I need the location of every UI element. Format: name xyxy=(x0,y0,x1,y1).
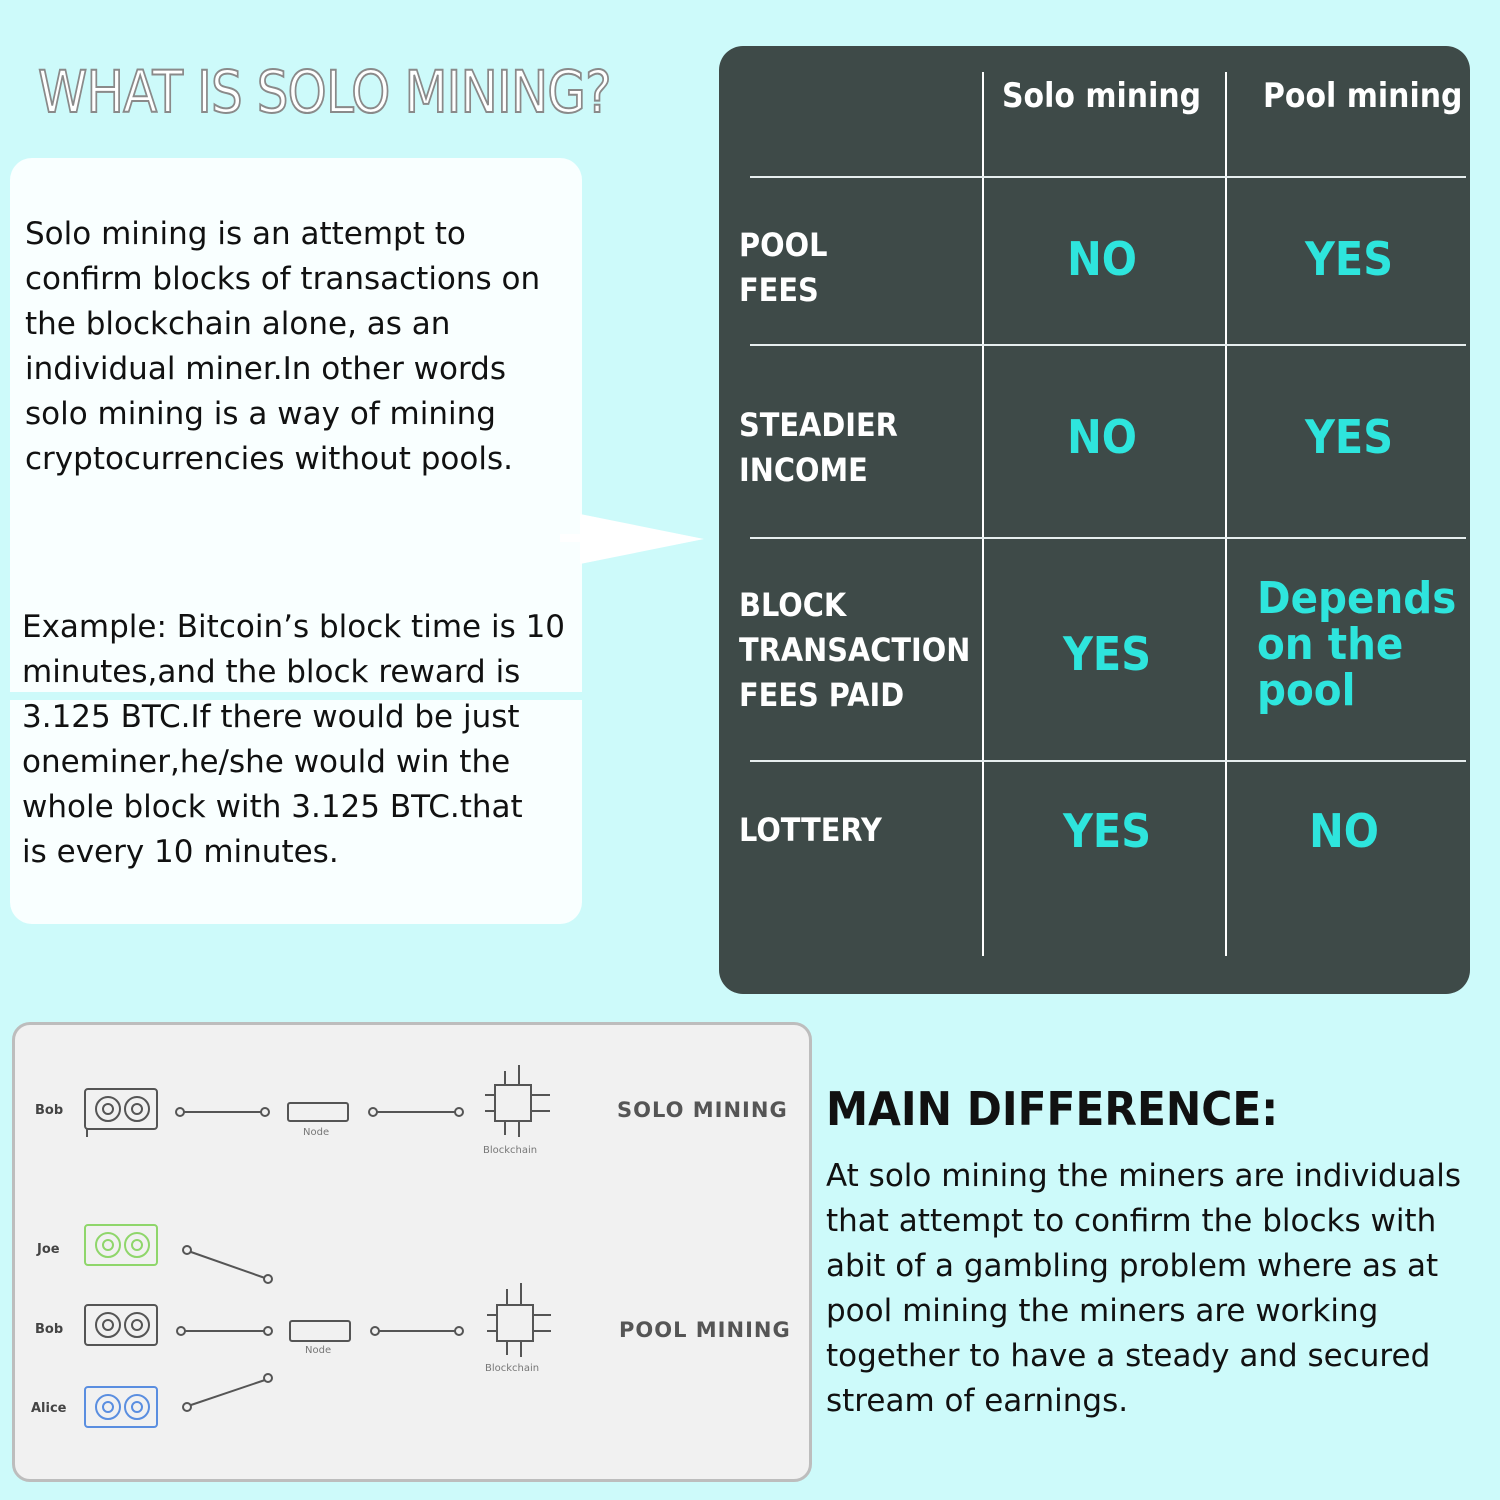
header-pool-mining: Pool mining xyxy=(1263,76,1463,116)
page-title: WHAT IS SOLO MINING? xyxy=(38,58,611,126)
cell-pool-lottery: NO xyxy=(1309,804,1379,858)
miner-name: Joe xyxy=(37,1242,60,1257)
cell-pool-pool-fees: YES xyxy=(1304,232,1394,286)
node-label: Node xyxy=(305,1345,332,1356)
cell-pool-steadier-income: YES xyxy=(1304,410,1394,464)
table-divider xyxy=(982,72,984,956)
pool-row xyxy=(85,1225,551,1427)
cell-solo-lottery: YES xyxy=(1062,804,1152,858)
table-divider xyxy=(750,760,1466,762)
comparison-table xyxy=(719,46,1470,994)
main-difference-text: At solo mining the miners are individuals that attempt to confirm the blocks with abit of a gambling problem where as at pool mining the miners are working together to have a steady and secured stream of earnings. xyxy=(826,1158,1462,1419)
row-label-block-transaction-fees: BLOCK TRANSACTION FEES PAID xyxy=(739,586,971,714)
definition-text: Solo mining is an attempt to confirm blocks of transactions on the blockchain alone, as an individual miner.In other words solo mining is a way of mining cryptocurrencies without pools. xyxy=(25,216,541,477)
row-label-pool-fees: POOL FEES xyxy=(739,226,828,309)
diagram-graphics xyxy=(15,1025,809,1479)
cell-pool-block-fees: Depends on the pool xyxy=(1257,573,1457,716)
blockchain-chip-icon xyxy=(495,1085,531,1121)
blockchain-label: Blockchain xyxy=(485,1363,540,1374)
table-divider xyxy=(750,537,1466,539)
blockchain-label: Blockchain xyxy=(483,1145,538,1156)
solo-mining-label: SOLO MINING xyxy=(617,1098,788,1122)
cell-solo-block-fees: YES xyxy=(1062,627,1152,681)
arrow-right-icon xyxy=(580,514,704,564)
cell-solo-steadier-income: NO xyxy=(1067,410,1137,464)
mining-diagram xyxy=(12,1022,812,1482)
blockchain-chip-icon xyxy=(497,1305,533,1341)
miner-name: Bob xyxy=(35,1103,64,1118)
miner-name: Bob xyxy=(35,1322,64,1337)
node-icon xyxy=(288,1103,348,1121)
row-label-lottery: LOTTERY xyxy=(739,811,882,849)
example-text: Example: Bitcoin’s block time is 10 minutes,and the block reward is 3.125 BTC.If there would be just oneminer,he/she would win the whole block with 3.125 BTC.that is every 10 minutes. xyxy=(22,609,566,870)
table-divider xyxy=(750,176,1466,178)
table-divider xyxy=(1225,72,1227,956)
connector-icon xyxy=(176,1108,184,1116)
miner-name: Alice xyxy=(31,1401,67,1416)
cell-solo-pool-fees: NO xyxy=(1067,232,1137,286)
node-label: Node xyxy=(303,1127,330,1138)
node-icon xyxy=(290,1321,350,1341)
table-divider xyxy=(750,344,1466,346)
pool-mining-label: POOL MINING xyxy=(619,1318,791,1342)
header-solo-mining: Solo mining xyxy=(1002,76,1202,116)
main-difference-heading: MAIN DIFFERENCE: xyxy=(826,1082,1279,1136)
row-label-steadier-income: STEADIER INCOME xyxy=(739,406,898,489)
